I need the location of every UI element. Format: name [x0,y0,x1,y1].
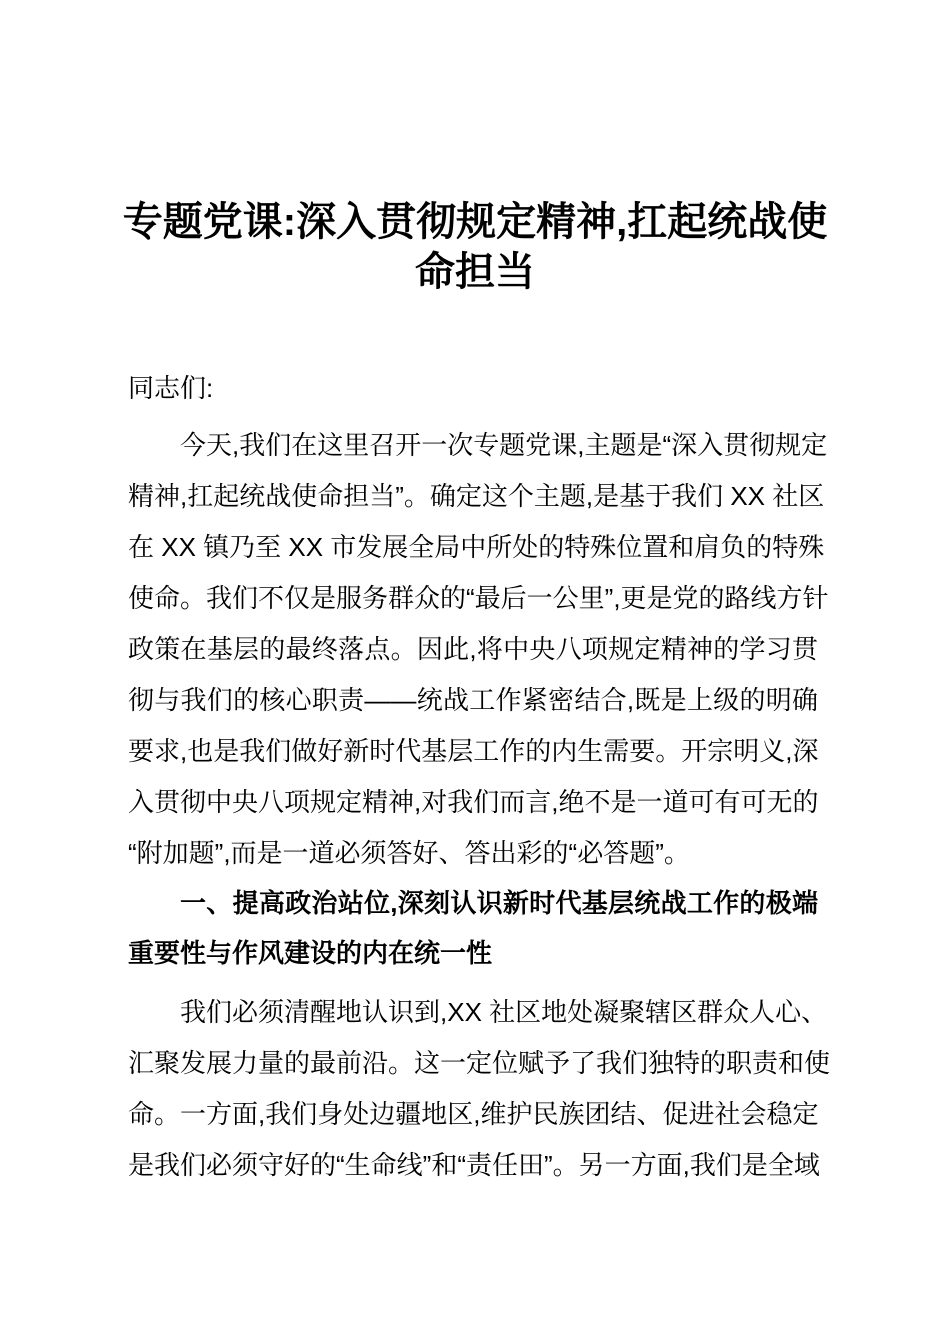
paragraph-line: 入贯彻中央八项规定精神,对我们而言,绝不是一道可有可无的 [128,787,819,817]
paragraph-line: 彻与我们的核心职责——统战工作紧密结合,既是上级的明确 [128,685,818,715]
document-title-line-2: 命担当 [415,250,535,294]
paragraph-line: 汇聚发展力量的最前沿。这一定位赋予了我们独特的职责和使 [128,1048,831,1078]
paragraph-line: 在 XX 镇乃至 XX 市发展全局中所处的特殊位置和肩负的特殊 [128,532,825,562]
paragraph-line: 我们必须清醒地认识到,XX 社区地处凝聚辖区群众人心、 [180,997,828,1027]
document-title-line-1: 专题党课:深入贯彻规定精神,扛起统战使 [122,200,828,244]
paragraph-line: “附加题”,而是一道必须答好、答出彩的“必答题”。 [128,838,690,868]
paragraph-line: 要求,也是我们做好新时代基层工作的内生需要。开宗明义,深 [128,736,819,766]
salutation: 同志们: [128,373,214,403]
paragraph-line: 是我们必须守好的“生命线”和“责任田”。另一方面,我们是全域 [128,1150,820,1180]
heading-line: 一、提高政治站位,深刻认识新时代基层统战工作的极端 [180,888,818,918]
heading-line: 重要性与作风建设的内在统一性 [128,938,493,968]
paragraph-line: 命。一方面,我们身处边疆地区,维护民族团结、促进社会稳定 [128,1099,819,1129]
paragraph-line: 今天,我们在这里召开一次专题党课,主题是“深入贯彻规定 [180,430,828,460]
paragraph-line: 使命。我们不仅是服务群众的“最后一公里”,更是党的路线方针 [128,583,829,613]
paragraph-line: 精神,扛起统战使命担当”。确定这个主题,是基于我们 XX 社区 [128,481,825,511]
paragraph-line: 政策在基层的最终落点。因此,将中央八项规定精神的学习贯 [128,634,818,664]
